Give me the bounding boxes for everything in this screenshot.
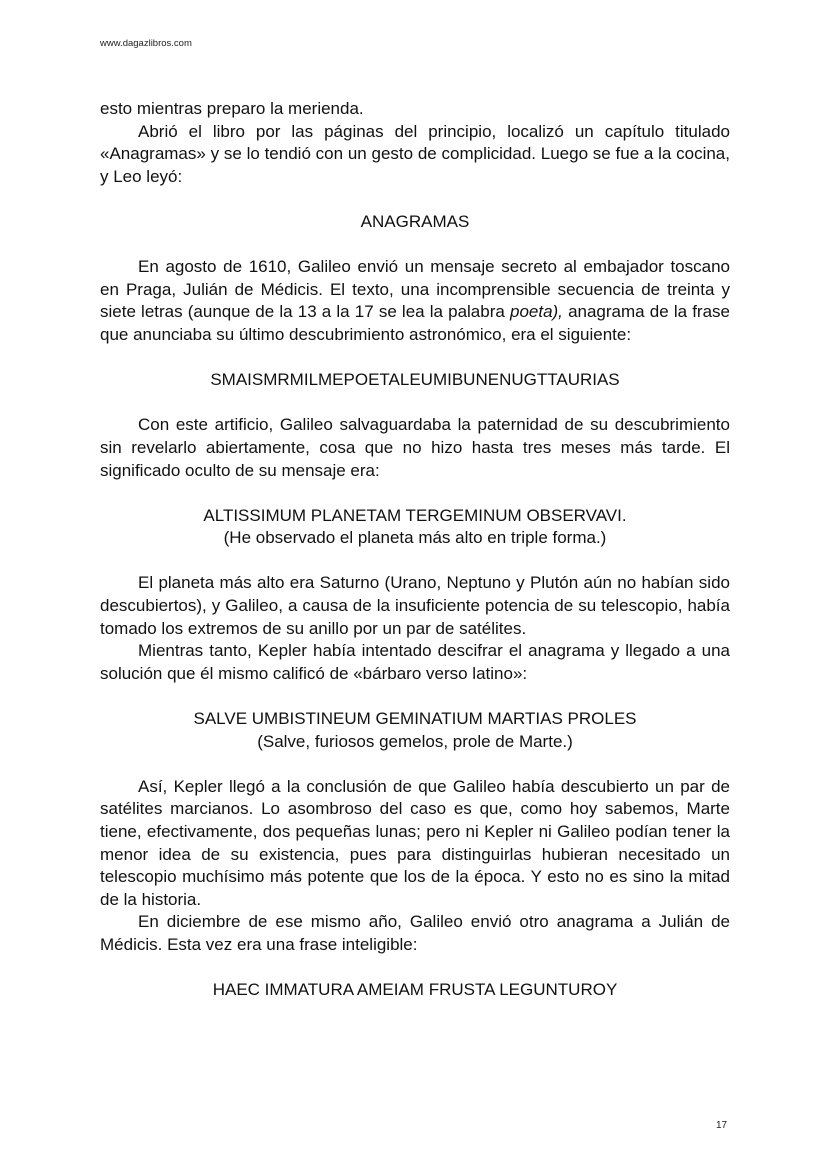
- section-heading: ANAGRAMAS: [360, 211, 470, 231]
- translation-2: (Salve, furiosos gemelos, prole de Marte.): [257, 731, 573, 751]
- latin-solution-2: SALVE UMBISTINEUM GEMINATIUM MARTIAS PROLES: [193, 709, 637, 729]
- emphasis-poeta: poeta),: [509, 302, 563, 322]
- paragraph-8: En diciembre de ese mismo año, Galileo envió otro anagrama a Julián de Médicis. Esta vez era una frase inteligible:: [100, 912, 730, 954]
- anagram-1: SMAISMRMILMEPOETALEUMIBUNENUGTTAURIAS: [210, 370, 620, 390]
- paragraph-1: esto mientras preparo la merienda.: [100, 99, 364, 118]
- paragraph-4: Con este artificio, Galileo salvaguardaba la paternidad de su descubrimiento sin revelarlo abiertamente, cosa que no hizo hasta tres meses más tarde. El significado oculto de su mensaje era:: [100, 415, 730, 480]
- anagram-2: HAEC IMMATURA AMEIAM FRUSTA LEGUNTUROY: [212, 980, 618, 1000]
- page-body: [100, 98, 730, 1002]
- paragraph-6: Mientras tanto, Kepler había intentado descifrar el anagrama y llegado a una solución que él mismo calificó de «bárbaro verso latino»:: [100, 641, 730, 683]
- site-url: www.dagazlibros.com: [100, 38, 192, 49]
- latin-solution-1: ALTISSIMUM PLANETAM TERGEMINUM OBSERVAVI.: [203, 505, 627, 525]
- paragraph-3: En agosto de 1610, Galileo envió un mensaje secreto al embajador toscano en Praga, Julián de Médicis. El texto, una incomprensible secuencia de treinta y siete letras (aunque de la 13 a la 17 se lea la palabra poeta), anagrama de la frase que anunciaba su último descubrimiento astronómico, era el siguiente:: [100, 257, 730, 344]
- translation-1: (He observado el planeta más alto en triple forma.): [223, 528, 607, 548]
- paragraph-5: El planeta más alto era Saturno (Urano, Neptuno y Plutón aún no habían sido descubiertos), y Galileo, a causa de la insuficiente potencia de su telescopio, había tomado los extremos de su anillo por un par de satélites.: [100, 573, 730, 638]
- paragraph-2: Abrió el libro por las páginas del principio, localizó un capítulo titulado «Anagramas» y se lo tendió con un gesto de complicidad. Luego se fue a la cocina, y Leo leyó:: [100, 121, 730, 186]
- page-number: 17: [716, 1120, 728, 1131]
- paragraph-7: Así, Kepler llegó a la conclusión de que Galileo había descubierto un par de satélites marcianos. Lo asombroso del caso es que, como hoy sabemos, Marte tiene, efectivamente, dos pequeñas lunas; pero ni Kepler ni Galileo podían tener la menor idea de su existencia, pues para distinguirlas hubieran necesitado un telescopio muchísimo más potente que los de la época. Y esto no es sino la mitad de la historia.: [100, 776, 730, 909]
